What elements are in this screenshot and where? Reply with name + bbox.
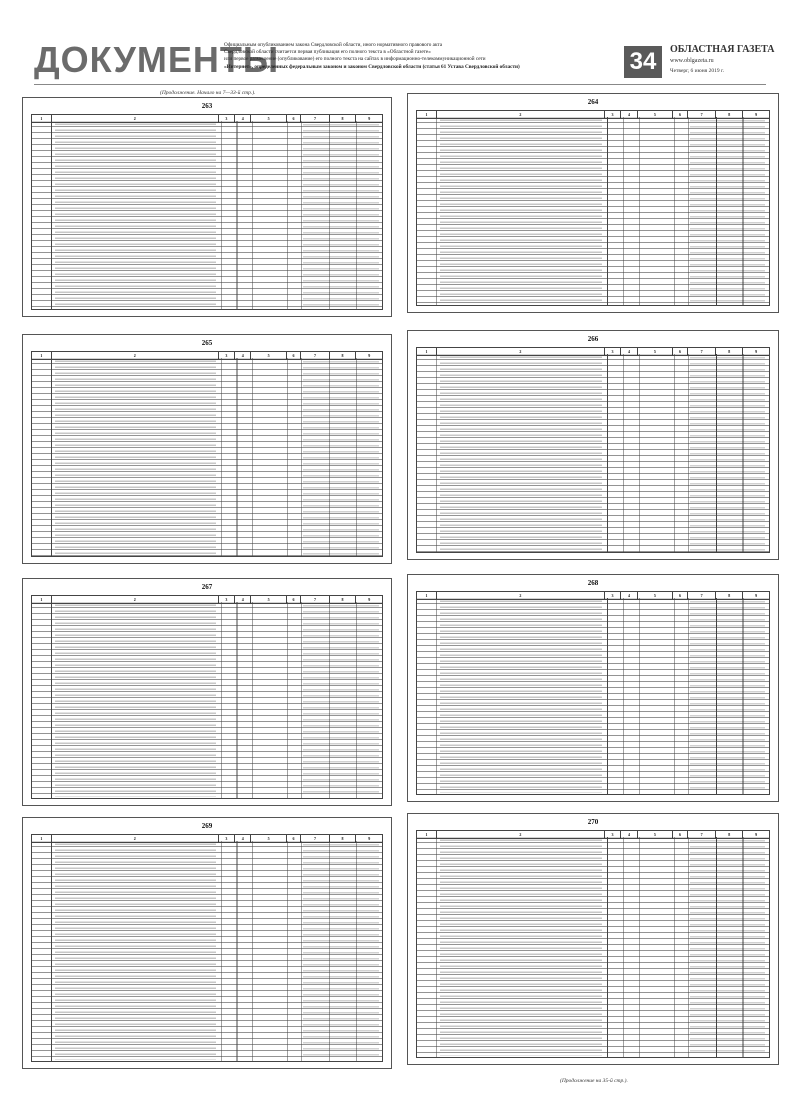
table-grid <box>416 830 770 1058</box>
newspaper-name: ОБЛАСТНАЯ ГАЗЕТА <box>670 44 775 55</box>
table-page-267 <box>22 578 392 806</box>
table-page-number: 270 <box>587 818 599 826</box>
table-page-number: 265 <box>201 339 213 347</box>
table-page-268 <box>407 574 779 802</box>
issue-date: Четверг, 6 июня 2019 г. <box>670 68 724 74</box>
table-page-264 <box>407 93 779 313</box>
table-header-row: 1 2 3 4 5 6 7 8 9 <box>31 114 383 123</box>
website-link[interactable]: www.oblgazeta.ru <box>670 58 714 64</box>
table-page-269 <box>22 817 392 1069</box>
table-page-266 <box>407 330 779 560</box>
note-line-2: Свердловской области считается первая публикация его полного текста в «Областной газете» <box>224 49 431 56</box>
table-header-row: 1 2 3 4 5 6 7 8 9 <box>416 830 770 839</box>
table-body <box>31 841 383 1062</box>
table-body <box>31 602 383 799</box>
continuation-bottom: (Продолжение на 35-й стр.). <box>560 1078 628 1084</box>
table-body <box>31 358 383 557</box>
table-page-number: 263 <box>201 102 213 110</box>
table-header-row: 1 2 3 4 5 6 7 8 9 <box>31 595 383 604</box>
table-grid <box>31 595 383 799</box>
table-grid <box>416 110 770 306</box>
table-header-row: 1 2 3 4 5 6 7 8 9 <box>31 834 383 843</box>
table-body <box>416 117 770 306</box>
table-page-number: 268 <box>587 579 599 587</box>
table-body <box>416 837 770 1058</box>
page-header <box>34 38 775 82</box>
table-header-row: 1 2 3 4 5 6 7 8 9 <box>416 591 770 600</box>
table-grid <box>31 834 383 1062</box>
table-page-number: 269 <box>201 822 213 830</box>
section-title: ДОКУМЕНТЫ <box>34 39 280 80</box>
note-line-4: «Интернет», определенных федеральным законом и законом Свердловской области (статья 61 Устава Свердловской области) <box>224 63 520 70</box>
page-number: 34 <box>624 46 662 78</box>
continuation-top: (Продолжение. Начало на 7—33-й стр.). <box>160 90 256 96</box>
note-line-1: Официальным опубликованием закона Свердловской области, иного нормативного правового акта <box>224 42 443 48</box>
table-page-265 <box>22 334 392 564</box>
table-page-number: 267 <box>201 583 213 591</box>
table-page-number: 266 <box>587 335 599 343</box>
table-grid <box>416 347 770 553</box>
table-header-row: 1 2 3 4 5 6 7 8 9 <box>416 110 770 119</box>
table-page-270 <box>407 813 779 1065</box>
header-divider <box>34 84 766 85</box>
table-page-number: 264 <box>587 98 599 106</box>
table-page-263 <box>22 97 392 317</box>
table-body <box>416 598 770 795</box>
table-header-row: 1 2 3 4 5 6 7 8 9 <box>416 347 770 356</box>
table-grid <box>31 114 383 310</box>
official-publication-note <box>224 42 614 71</box>
table-body <box>416 354 770 553</box>
note-line-3: или первое размещение (опубликование) его полного текста на сайтах в информационно-телекоммуникационной сети <box>224 56 486 63</box>
table-grid <box>31 351 383 557</box>
table-grid <box>416 591 770 795</box>
table-body <box>31 121 383 310</box>
table-header-row: 1 2 3 4 5 6 7 8 9 <box>31 351 383 360</box>
